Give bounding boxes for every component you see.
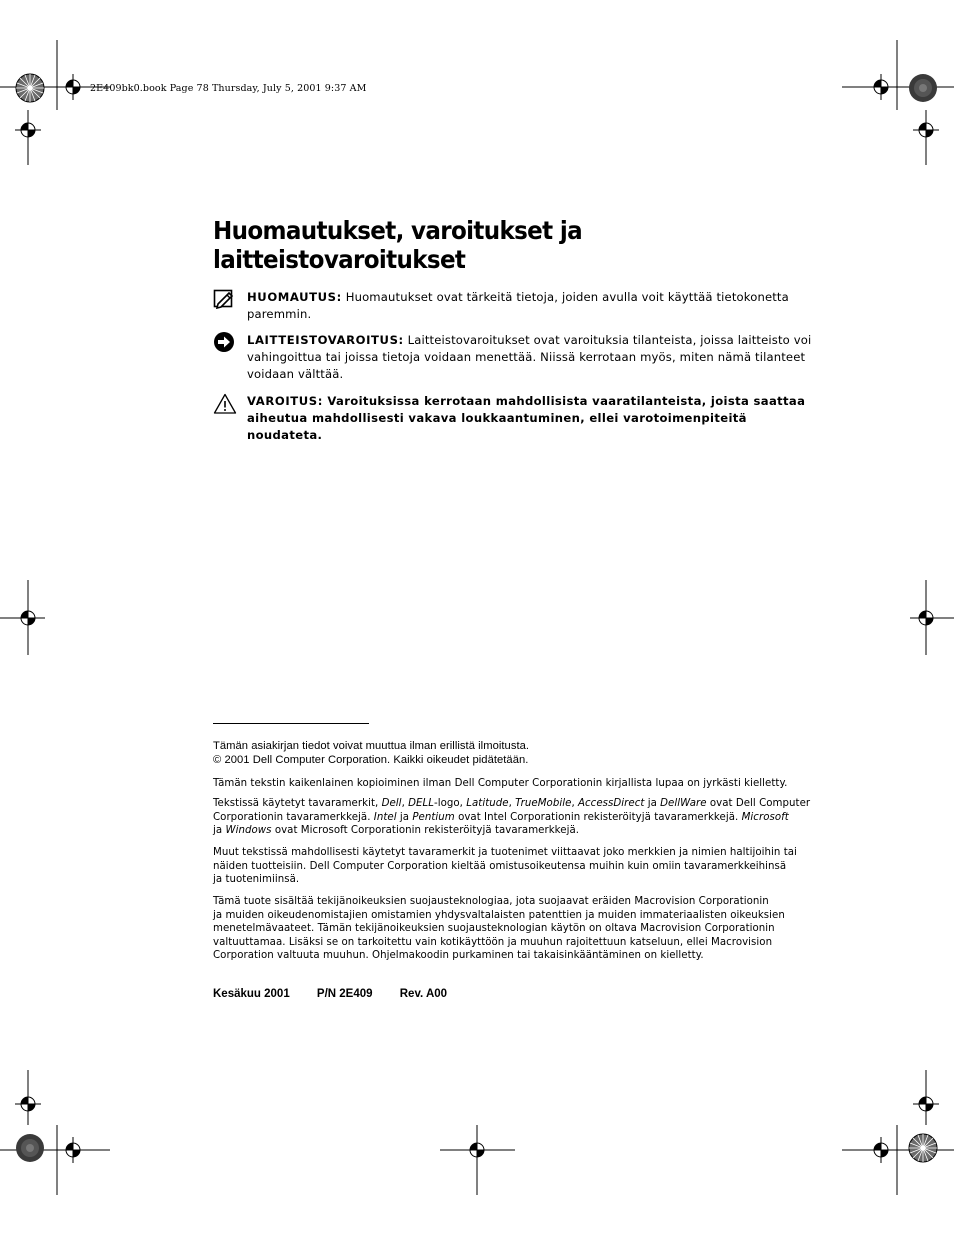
- note-block: [213, 289, 823, 323]
- warning-block: [213, 393, 823, 444]
- publication-date: Kesäkuu 2001: [213, 988, 290, 1000]
- hardware-notice-text-2: vahingoittua tai joissa tietoja voidaan menettää. Niissä kerrotaan myös, miten nämä tilanteet: [247, 350, 806, 364]
- middle-right-marks: [910, 580, 954, 655]
- trademark-line-2: Corporationin tavaramerkkejä. Intel ja Pentium ovat Intel Corporationin rekisteröityjä tavaramerkkejä. Microsoft: [213, 811, 789, 823]
- trademark-notice: [213, 797, 823, 838]
- page-title-line-2: laitteistovaroitukset: [213, 245, 466, 274]
- macrovision-line-2: ja muiden oikeudenomistajien omistamien yhdysvaltalaisten patenttien ja muiden immateriaalisten oikeuksien: [213, 909, 785, 921]
- warning-label: VAROITUS:: [247, 394, 323, 408]
- top-right-marks: [842, 40, 954, 165]
- warning-text-2: aiheutua mahdollisesti vakava loukkaantuminen, ellei varotoimenpiteitä noudateta.: [247, 411, 747, 442]
- other-line-2: näiden tuotteisiin. Dell Computer Corporation kieltää omistusoikeutensa muihin kuin omiin tavaramerkkeihinsä: [213, 860, 787, 872]
- reproduction-line: Tämän tekstin kaikenlainen kopioiminen ilman Dell Computer Corporationin kirjallista lupaa on jyrkästi kielletty.: [213, 778, 788, 789]
- hardware-notice-label: LAITTEISTOVAROITUS:: [247, 333, 404, 347]
- hardware-notice-text-3: voidaan välttää.: [247, 367, 344, 381]
- running-head: 2E409bk0.book Page 78 Thursday, July 5, 2001 9:37 AM: [90, 83, 367, 94]
- top-left-marks: [0, 40, 110, 165]
- middle-left-marks: [0, 580, 45, 655]
- trademark-line-3: ja Windows ovat Microsoft Corporationin rekisteröityjä tavaramerkkejä.: [213, 825, 580, 837]
- hardware-notice-text: Laitteistovaroitukset ovat varoituksia tilanteista, joissa laitteisto voi: [407, 333, 812, 347]
- macrovision-notice: [213, 895, 823, 963]
- macrovision-line-3: menetelmävaateet. Tämän tekijänoikeuksien suojausteknologian käytön on oltava Macrovision Corporationin: [213, 923, 775, 935]
- note-text-2: paremmin.: [247, 307, 312, 321]
- bottom-center-marks: [440, 1125, 515, 1195]
- warning-text: Varoituksissa kerrotaan mahdollisista vaaratilanteista, joista saattaa: [327, 394, 806, 408]
- other-line-1: Muut tekstissä mahdollisesti käytetyt tavaramerkit ja tuotenimet viittaavat joko merkkien ja nimien haltijoihin tai: [213, 847, 797, 858]
- other-trademarks-notice: [213, 846, 823, 887]
- document-footer: [213, 988, 471, 1000]
- trademark-line-1: Tekstissä käytetyt tavaramerkit, Dell, DELL-logo, Latitude, TrueMobile, AccessDirect ja DellWare ovat Dell Computer: [213, 798, 811, 809]
- bottom-left-marks: [0, 1070, 110, 1195]
- copyright-line: © 2001 Dell Computer Corporation. Kaikki oikeudet pidätetään.: [213, 753, 529, 766]
- footnote-divider: [213, 723, 369, 724]
- macrovision-line-1: Tämä tuote sisältää tekijänoikeuksien suojausteknologiaa, jota suojaavat eräiden Macrovision Corporationin: [213, 896, 769, 907]
- macrovision-line-5: Corporation valtuuta muuhun. Ohjelmakoodin purkaminen tai takaisinkääntäminen on kielletty.: [213, 950, 704, 962]
- page-title-line-1: Huomautukset, varoitukset ja: [213, 216, 582, 245]
- change-notice: [213, 740, 823, 767]
- reproduction-notice: [213, 777, 823, 791]
- note-text: Huomautukset ovat tärkeitä tietoja, joiden avulla voit käyttää tietokonetta: [345, 290, 789, 304]
- revision: Rev. A00: [399, 988, 448, 1000]
- macrovision-line-4: valtuuttamaa. Lisäksi se on tarkoitettu vain kotikäyttöön ja muuhun rajoitettuun katseluun, ellei Macrovision: [213, 936, 773, 948]
- part-number: P/N 2E409: [316, 988, 373, 1000]
- note-label: HUOMAUTUS:: [247, 290, 342, 304]
- hardware-notice-block: [213, 332, 823, 383]
- other-line-3: ja tuotenimiinsä.: [213, 874, 300, 886]
- warning-triangle-icon: [213, 393, 237, 415]
- bottom-right-marks: [842, 1070, 954, 1195]
- pencil-note-icon: [213, 289, 235, 309]
- page-title: [213, 216, 582, 274]
- change-notice-line: Tämän asiakirjan tiedot voivat muuttua ilman erillistä ilmoitusta.: [213, 740, 530, 752]
- arrow-circle-icon: [213, 332, 235, 354]
